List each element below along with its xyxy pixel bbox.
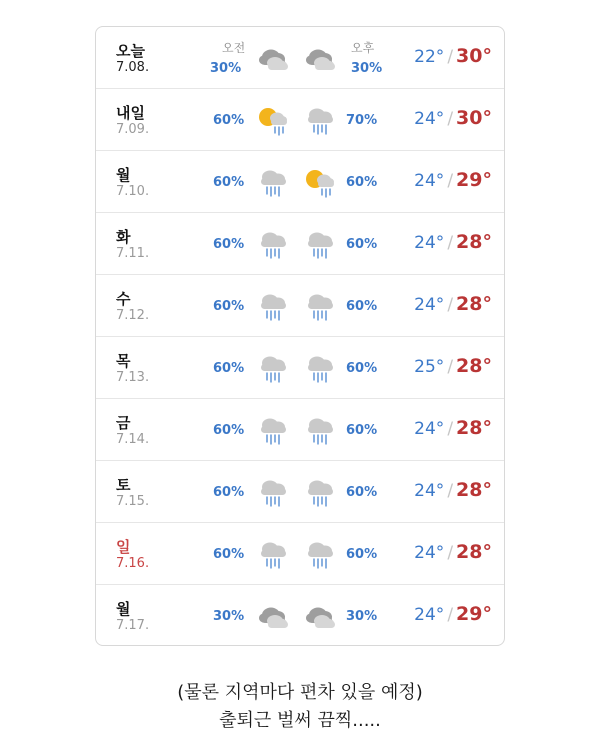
temp-separator: / (447, 605, 454, 625)
temp-separator: / (447, 109, 454, 129)
temp-separator: / (447, 171, 454, 191)
pm-precip-chance: 30% (351, 61, 383, 76)
temperature-range (414, 417, 492, 439)
rain-icon (303, 537, 337, 571)
sun-rain-icon (256, 103, 290, 137)
high-temp: 29° (456, 603, 492, 625)
weekly-forecast-card (95, 26, 505, 646)
high-temp: 28° (456, 541, 492, 563)
day-label: 오늘 (116, 42, 145, 60)
forecast-row[interactable] (96, 89, 504, 151)
temp-separator: / (447, 233, 454, 253)
day-label: 수 (116, 290, 131, 308)
temp-separator: / (447, 481, 454, 501)
low-temp: 24° (414, 605, 445, 625)
rain-icon (256, 351, 290, 385)
caption-line-1: (물론 지역마다 편차 있을 예정) (177, 682, 423, 703)
high-temp: 28° (456, 231, 492, 253)
am-precip-chance: 60% (213, 113, 245, 128)
high-temp: 30° (456, 107, 492, 129)
low-temp: 22° (414, 47, 445, 67)
forecast-row[interactable] (96, 213, 504, 275)
pm-label: 오후 (351, 41, 375, 55)
pm-precip-chance: 60% (346, 299, 378, 314)
high-temp: 28° (456, 417, 492, 439)
day-label: 토 (116, 476, 131, 494)
am-precip-chance: 60% (213, 175, 245, 190)
rain-icon (303, 103, 337, 137)
temp-separator: / (447, 543, 454, 563)
am-precip-chance: 60% (213, 547, 245, 562)
date-label: 7.09. (116, 122, 150, 137)
forecast-row-today[interactable] (96, 27, 504, 89)
rain-icon (256, 227, 290, 261)
temperature-range (414, 603, 492, 625)
low-temp: 24° (414, 543, 445, 563)
pm-precip-chance: 60% (346, 175, 378, 190)
am-precip-chance: 60% (213, 361, 245, 376)
day-label: 화 (116, 228, 131, 246)
rain-icon (256, 537, 290, 571)
date-label: 7.16. (116, 556, 150, 571)
low-temp: 24° (414, 233, 445, 253)
rain-icon (303, 289, 337, 323)
day-label: 일 (116, 538, 131, 556)
cloudy-icon (256, 599, 290, 633)
cloudy-icon (256, 41, 290, 75)
temperature-range (414, 541, 492, 563)
low-temp: 24° (414, 481, 445, 501)
high-temp: 30° (456, 45, 492, 67)
sun-rain-icon (303, 165, 337, 199)
high-temp: 28° (456, 355, 492, 377)
cloudy-icon (303, 599, 337, 633)
day-label: 월 (116, 166, 131, 184)
low-temp: 24° (414, 295, 445, 315)
rain-icon (256, 475, 290, 509)
pm-precip-chance: 70% (346, 113, 378, 128)
day-label: 금 (116, 414, 131, 432)
pm-precip-chance: 60% (346, 547, 378, 562)
rain-icon (256, 413, 290, 447)
day-label: 목 (116, 352, 131, 370)
pm-precip-chance: 60% (346, 485, 378, 500)
date-label: 7.12. (116, 308, 150, 323)
pm-precip-chance: 60% (346, 361, 378, 376)
date-label: 7.10. (116, 184, 150, 199)
low-temp: 24° (414, 419, 445, 439)
temp-separator: / (447, 47, 454, 67)
date-label: 7.14. (116, 432, 150, 447)
am-precip-chance: 60% (213, 485, 245, 500)
high-temp: 29° (456, 169, 492, 191)
temperature-range (414, 355, 492, 377)
cloudy-icon (303, 41, 337, 75)
forecast-row[interactable] (96, 585, 504, 646)
rain-icon (303, 227, 337, 261)
forecast-row[interactable] (96, 523, 504, 585)
temperature-range (414, 293, 492, 315)
pm-precip-chance: 60% (346, 423, 378, 438)
temperature-range (414, 231, 492, 253)
forecast-row[interactable] (96, 275, 504, 337)
temperature-range (414, 107, 492, 129)
date-label: 7.15. (116, 494, 150, 509)
rain-icon (256, 165, 290, 199)
pm-precip-chance: 60% (346, 237, 378, 252)
am-precip-chance: 30% (210, 61, 242, 76)
temperature-range (414, 479, 492, 501)
pm-precip-chance: 30% (346, 609, 378, 624)
temp-separator: / (447, 419, 454, 439)
date-label: 7.13. (116, 370, 150, 385)
day-label: 월 (116, 600, 131, 618)
forecast-row[interactable] (96, 461, 504, 523)
rain-icon (303, 475, 337, 509)
am-precip-chance: 60% (213, 423, 245, 438)
date-label: 7.08. (116, 60, 150, 75)
rain-icon (256, 289, 290, 323)
low-temp: 25° (414, 357, 445, 377)
forecast-row[interactable] (96, 399, 504, 461)
rain-icon (303, 413, 337, 447)
high-temp: 28° (456, 479, 492, 501)
am-precip-chance: 60% (213, 299, 245, 314)
caption-line-2: 출퇴근 벌써 끔찍..... (219, 710, 381, 731)
temperature-range (414, 169, 492, 191)
rain-icon (303, 351, 337, 385)
forecast-row[interactable] (96, 337, 504, 399)
high-temp: 28° (456, 293, 492, 315)
temp-separator: / (447, 357, 454, 377)
forecast-row[interactable] (96, 151, 504, 213)
am-precip-chance: 30% (213, 609, 245, 624)
low-temp: 24° (414, 171, 445, 191)
temp-separator: / (447, 295, 454, 315)
am-label: 오전 (222, 41, 246, 55)
temperature-range (414, 45, 492, 67)
day-label: 내일 (116, 104, 145, 122)
date-label: 7.11. (116, 246, 150, 261)
low-temp: 24° (414, 109, 445, 129)
am-precip-chance: 60% (213, 237, 245, 252)
date-label: 7.17. (116, 618, 150, 633)
